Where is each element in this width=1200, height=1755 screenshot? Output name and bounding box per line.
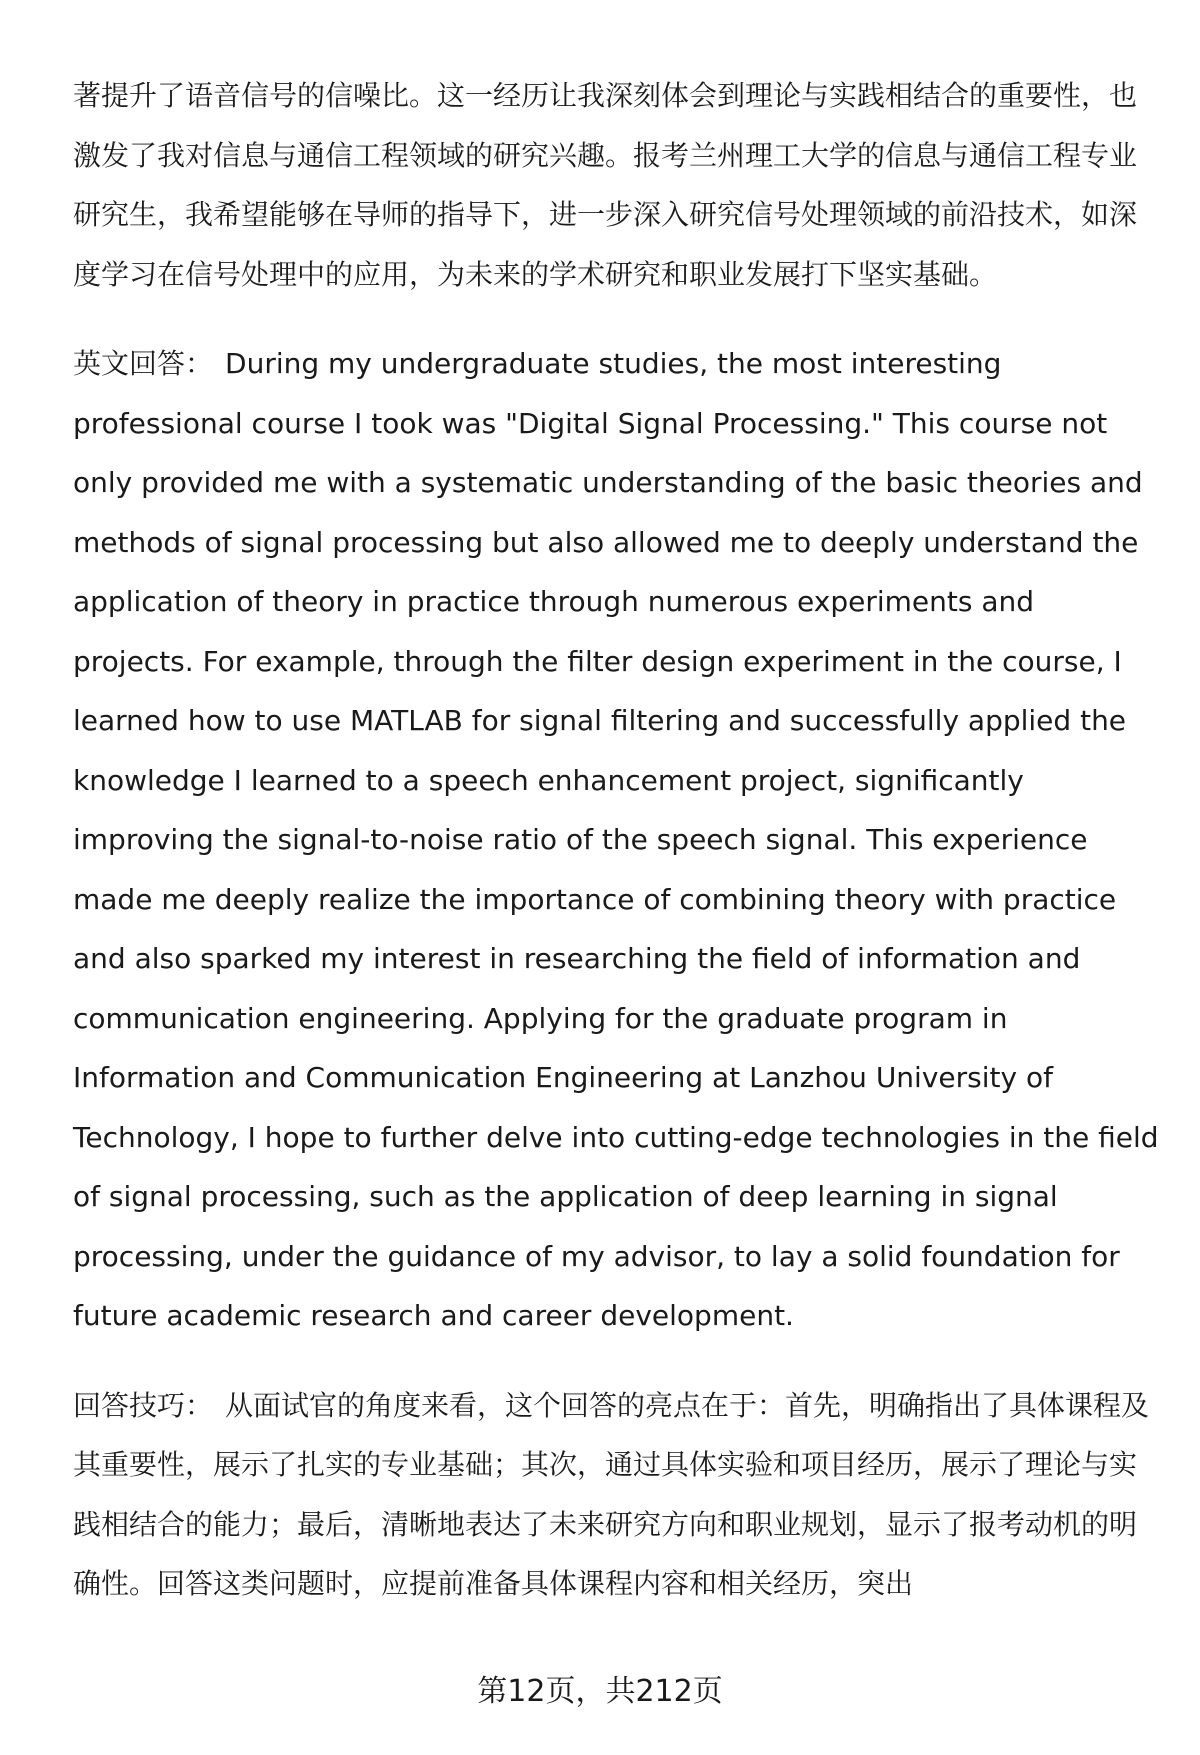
document-body xyxy=(73,66,1163,1614)
english-answer-label: 英文回答： xyxy=(73,347,214,380)
paragraph-gap xyxy=(73,304,1163,334)
english-answer-text: During my undergraduate studies, the most interesting professional course I took was "Digital Signal Processing." This course not only provided me with a systematic understanding of the basic theories and methods of signal processing but also allowed me to deeply understand the application of theory in practice through numerous experiments and projects. For example, through the filter design experiment in the course, I learned how to use MATLAB for signal filtering and successfully applied the knowledge I learned to a speech enhancement project, significantly improving the signal-to-noise ratio of the speech signal. This experience made me deeply realize the importance of combining theory with practice and also sparked my interest in researching the field of information and communication engineering. Applying for the graduate program in Information and Communication Engineering at Lanzhou University of Technology, I hope to further delve into cutting-edge technologies in the field of signal processing, such as the application of deep learning in signal processing, under the guidance of my advisor, to lay a solid foundation for future academic research and career development. xyxy=(73,347,1159,1332)
paragraph-chinese-continued: 著提升了语音信号的信噪比。这一经历让我深刻体会到理论与实践相结合的重要性，也激发了我对信息与通信工程领域的研究兴趣。报考兰州理工大学的信息与通信工程专业研究生，我希望能够在导师的指导下，进一步深入研究信号处理领域的前沿技术，如深度学习在信号处理中的应用，为未来的学术研究和职业发展打下坚实基础。 xyxy=(73,79,1138,291)
answer-tips-label: 回答技巧： xyxy=(73,1388,214,1422)
paragraph-english-answer xyxy=(73,334,1163,1346)
paragraph-answer-tips xyxy=(73,1376,1163,1614)
answer-tips-text: 从面试官的角度来看，这个回答的亮点在于：首先，明确指出了具体课程及其重要性，展示了扎实的专业基础；其次，通过具体实验和项目经历，展示了理论与实践相结合的能力；最后，清晰地表达了未来研究方向和职业规划，显示了报考动机的明确性。回答这类问题时，应提前准备具体课程内容和相关经历，突出 xyxy=(73,1388,1150,1600)
page-number-footer: 第12页，共212页 xyxy=(477,1674,723,1709)
paragraph-gap xyxy=(73,1346,1163,1376)
